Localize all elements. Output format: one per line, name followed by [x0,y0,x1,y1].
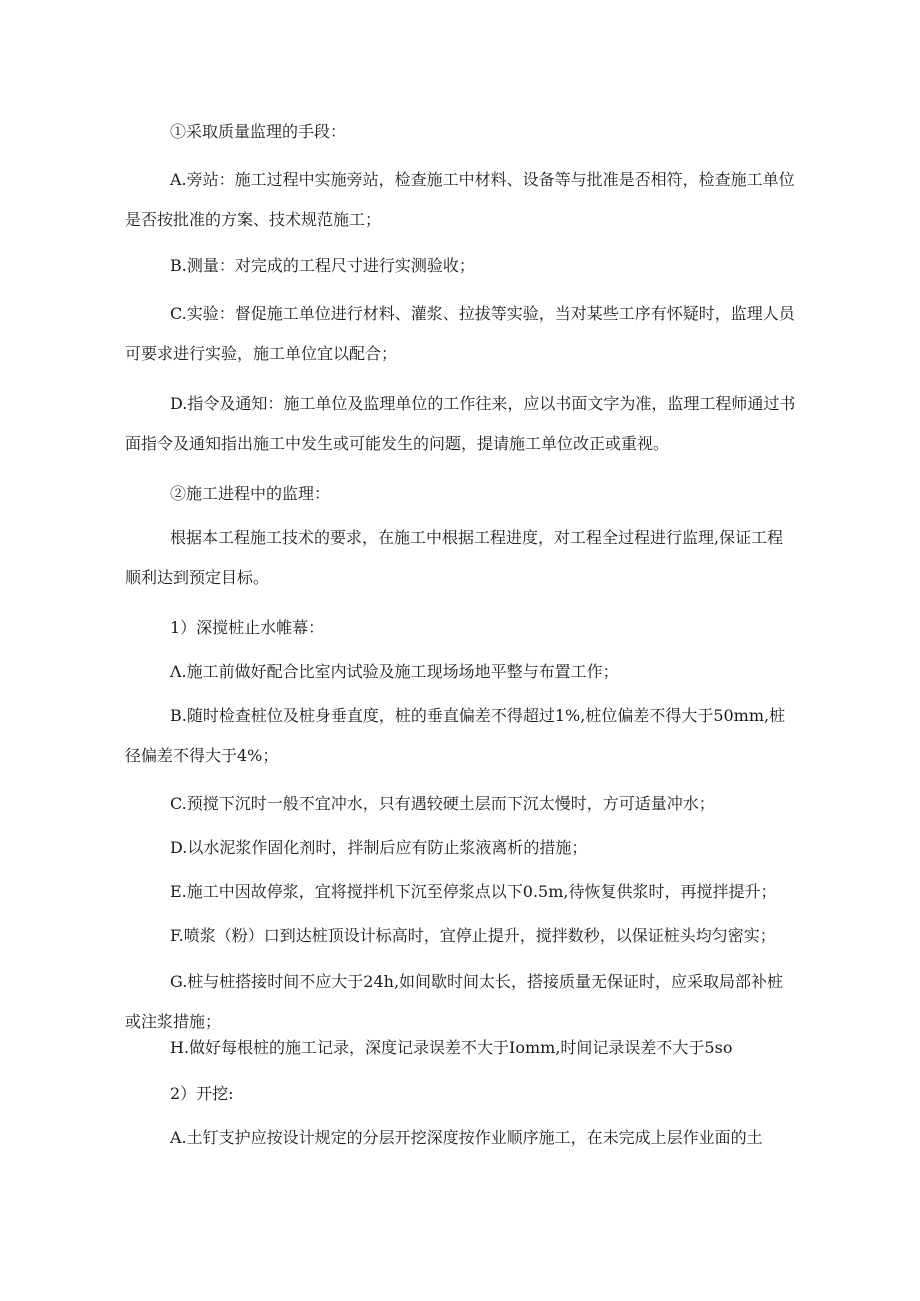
paragraph-measurement: B.测量：对完成的工程尺寸进行实测验收； [170,256,475,275]
paragraph-project-requirements: 根据本工程施工技术的要求，在施工中根据工程进度，对工程全过程进行监理,保证工程顺利达到预定目标。 [125,528,784,587]
paragraph-pre-mixing-sinking: C.预搅下沉时一般不宜冲水，只有遇较硬土层而下沉太慢时，方可适量冲水； [170,794,715,813]
paragraph-side-station: A.旁站：施工过程中实施旁站，检查施工中材料、设备等与批准是否相符，检查施工单位是否按批准的方案、技术规范施工； [125,170,795,229]
paragraph-cement-slurry: D.以水泥浆作固化剂时，拌制后应有防止浆液离析的措施； [170,838,588,857]
paragraph-soil-nail-support: A.土钉支护应按设计规定的分层开挖深度按作业顺序施工，在未完成上层作业面的土 [170,1128,763,1147]
paragraph-quality-means-heading: ①采取质量监理的手段： [170,122,347,141]
paragraph-experiment: C.实验：督促施工单位进行材料、灌浆、拉拔等实验，当对某些工序有怀疑时，监理人员可要求进行实验，施工单位宜以配合； [125,304,795,363]
paragraph-pre-construction-test: Λ.施工前做好配合比室内试验及施工现场场地平整与布置工作； [170,662,619,681]
paragraph-pile-overlap: G.桩与桩搭接时间不应大于24h,如间歇时间太长，搭接质量无保证时，应采取局部补桩或注浆措施； [125,972,784,1031]
paragraph-progress-supervision-heading: ②施工进程中的监理： [170,484,331,503]
paragraph-pile-position-check: B.随时检查桩位及桩身垂直度，桩的垂直偏差不得超过1%,桩位偏差不得大于50mm,桩径偏差不得大于4%； [125,706,786,765]
paragraph-construction-record: H.做好每根桩的施工记录，深度记录误差不大于Iomm,时间记录误差不大于5so [170,1038,733,1057]
paragraph-instructions-notice: D.指令及通知：施工单位及监理单位的工作往来，应以书面文字为准，监理工程师通过书面指令及通知指出施工中发生或可能发生的问题，提请施工单位改正或重视。 [125,394,796,453]
paragraph-spray-outlet: F.喷浆（粉）口到达桩顶设计标高时，宜停止提升，搅拌数秒，以保证桩头均匀密实； [170,926,776,945]
paragraph-excavation-heading: 2）开挖: [170,1084,234,1103]
paragraph-deep-mixing-pile-heading: 1）深搅桩止水帷幕： [170,618,325,637]
paragraph-grout-stop: E.施工中因故停浆，宜将搅拌机下沉至停浆点以下0.5m,待恢复供浆时，再搅拌提升； [170,882,777,901]
